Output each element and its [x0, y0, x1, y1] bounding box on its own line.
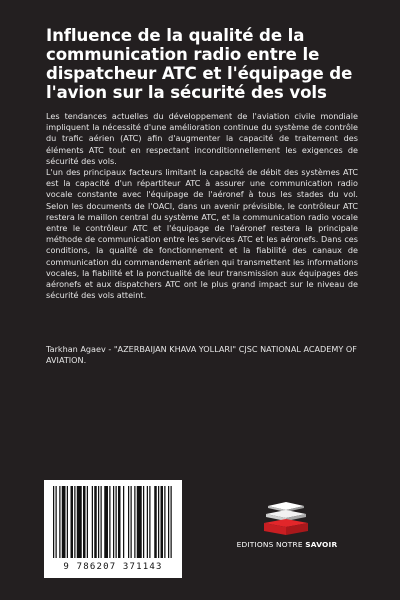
barcode-bar	[98, 486, 99, 558]
barcode-bar	[147, 486, 148, 558]
barcode-bar	[83, 486, 86, 558]
barcode-bar	[168, 486, 169, 558]
barcode-bar	[149, 486, 150, 558]
author-affiliation: Tarkhan Agaev - "AZERBAIJAN KHAVA YOLLARI" CJSC NATIONAL ACADEMY OF AVIATION.	[46, 344, 357, 366]
barcode-bar	[87, 486, 88, 558]
barcode-bar	[101, 486, 102, 558]
barcode-bar	[131, 486, 132, 558]
barcode-bar	[137, 486, 142, 558]
publisher-name	[232, 540, 342, 549]
barcode-bar	[56, 486, 57, 558]
barcode-bar	[74, 486, 75, 558]
barcode-bar	[92, 486, 93, 558]
barcode-bar	[53, 486, 54, 558]
barcode-bar	[71, 486, 74, 558]
book-title: Influence de la qualité de la communication radio entre le dispatcheur ATC et l'équipage de l'avion sur la sécurité des vols	[46, 26, 353, 102]
barcode-bar	[164, 486, 165, 558]
barcode-bar	[134, 486, 135, 558]
isbn-barcode	[44, 480, 182, 578]
barcode-bar	[118, 486, 121, 558]
barcode-bars	[51, 486, 175, 560]
barcode-bar	[161, 486, 164, 558]
stacked-books-logo-icon	[258, 500, 314, 538]
barcode-bar	[59, 486, 60, 558]
barcode-bar	[158, 486, 159, 558]
barcode-bar	[67, 486, 68, 558]
book-description	[46, 111, 358, 301]
barcode-bar	[104, 486, 108, 558]
barcode-bar	[113, 486, 114, 558]
barcode-bar	[143, 486, 144, 558]
barcode-bar	[171, 486, 172, 558]
publisher-name-prefix: EDITIONS NOTRE	[236, 540, 306, 549]
barcode-bar	[116, 486, 117, 558]
description-paragraph-2: L'un des principaux facteurs limitant la capacité de débit des systèmes ATC est la capacité d'un répartiteur ATC à assurer une communication radio vocale constante avec l'équipage de l'aéronef à tous les stades du vol. Selon les documents de l'OACI, dans un avenir prévisible, le contrôleur ATC restera le maillon central du système ATC, et la communication radio vocale entre le contrôleur ATC et l'équipage de l'aéronef restera la principale méthode de communication entre les services ATC et les aéronefs. Dans ces conditions, la qualité de fonctionnement et la fiabilité des canaux de communication du commandement aérien qui transmettent les informations vocales, la fiabilité et la ponctualité de leur transmission aux équipages des aéronefs et aux dispatchers ATC ont le plus grand impact sur le niveau de sécurité des vols atteint.	[46, 167, 358, 301]
barcode-bar	[94, 486, 97, 558]
description-paragraph-1: Les tendances actuelles du développement de l'aviation civile mondiale impliquent la nécessité d'une amélioration continue du système de contrôle du trafic aérien (ATC) afin d'augmenter la capacité de traitement des éléments ATC tout en respectant inconditionnellement les exigences de sécurité des vols.	[46, 111, 358, 166]
publisher-name-bold: SAVOIR	[305, 540, 338, 549]
barcode-bar	[109, 486, 110, 558]
isbn-number: 9 786207 371143	[63, 562, 163, 572]
barcode-bar	[77, 486, 82, 558]
barcode-bar	[154, 486, 157, 558]
barcode-bar	[62, 486, 66, 558]
barcode-bar	[123, 486, 124, 558]
barcode-bar	[128, 486, 129, 558]
